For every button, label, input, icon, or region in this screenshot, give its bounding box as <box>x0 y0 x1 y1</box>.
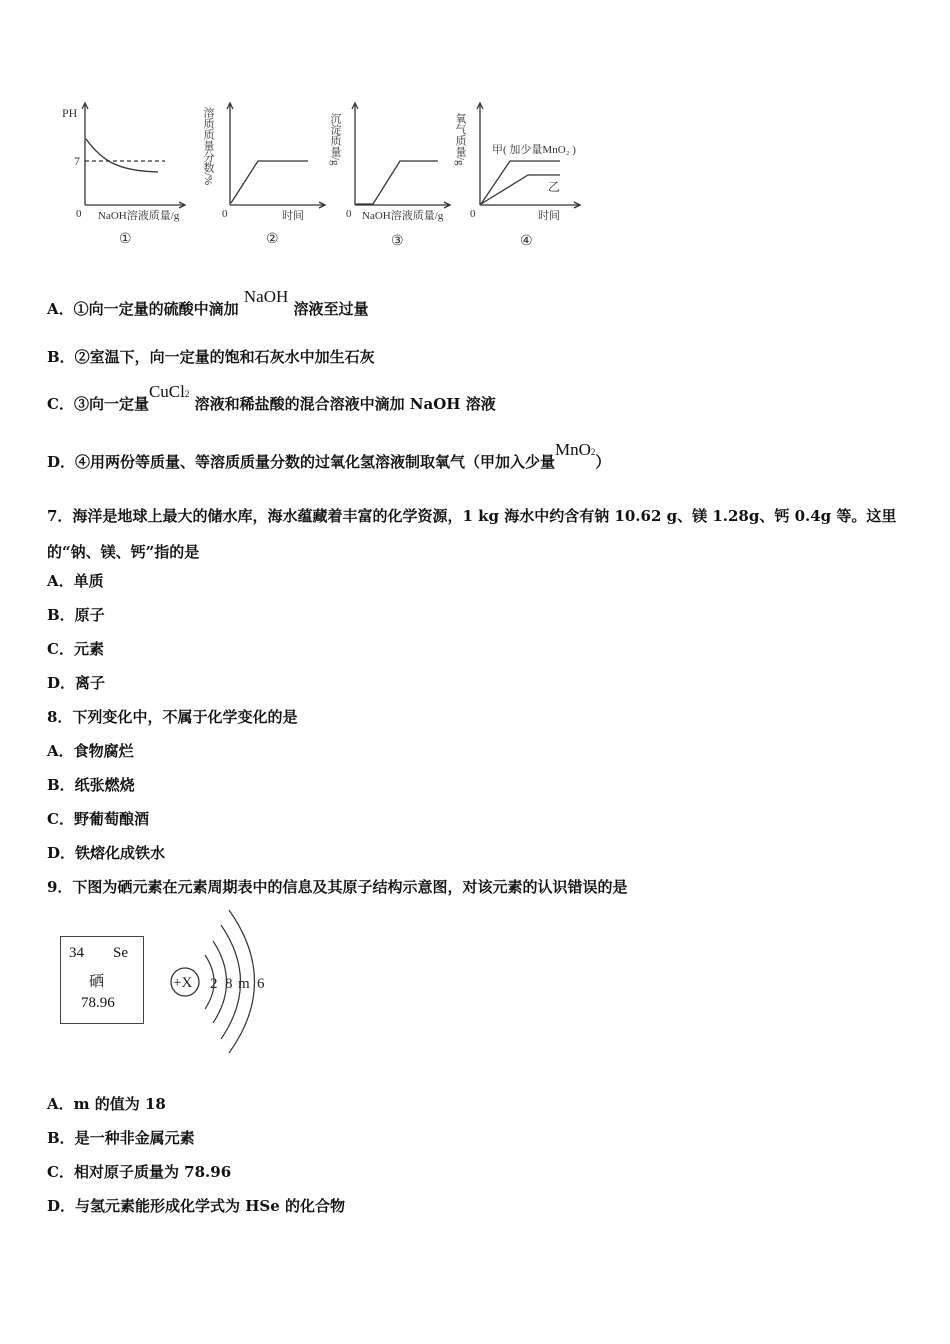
graph-3-origin: 0 <box>346 208 352 220</box>
q8-option-a: A．食物腐烂 <box>47 742 134 760</box>
q6-option-d: D．④用两份等质量、等溶质质量分数的过氧化氢溶液制取氧气（甲加入少量MnO2） <box>47 440 611 471</box>
q8-option-b: B．纸张燃烧 <box>47 776 135 794</box>
q6-option-a: A．①向一定量的硫酸中滴加 NaOH 溶液至过量 <box>47 287 369 318</box>
q7-option-d: D．离子 <box>47 674 106 692</box>
graph-4-xlabel: 时间 <box>538 210 560 222</box>
atom-structure-diagram <box>165 905 275 1055</box>
q9-option-c: C．相对原子质量为 78.96 <box>47 1163 232 1181</box>
q8-option-d: D．铁熔化成铁水 <box>47 844 166 862</box>
shell-2-electrons: 8 <box>225 976 233 992</box>
naoh-formula: NaOH <box>243 287 289 306</box>
graph-3-ylabel: 沉淀质量/g <box>329 113 341 166</box>
graph-1 <box>82 103 185 208</box>
graph-4-number: ④ <box>520 234 533 249</box>
cucl2-formula: CuCl2 <box>148 382 190 401</box>
graph-4-origin: 0 <box>470 208 476 220</box>
shell-1-electrons: 2 <box>210 976 218 992</box>
element-name: 硒 <box>89 972 105 990</box>
atomic-mass: 78.96 <box>81 995 115 1011</box>
shell-3-electrons: m <box>238 976 250 992</box>
q7-option-a: A．单质 <box>47 572 104 590</box>
q6-graphs <box>50 95 610 260</box>
q8-option-c: C．野葡萄酿酒 <box>47 810 149 828</box>
graph-1-ylabel: PH <box>62 106 78 120</box>
graph-3 <box>352 103 450 208</box>
element-symbol: Se <box>113 945 128 961</box>
graph-4-series-b: 乙 <box>548 180 561 194</box>
atomic-number: 34 <box>69 945 84 961</box>
graph-3-xlabel: NaOH溶液质量/g <box>362 210 444 222</box>
graph-2-xlabel: 时间 <box>282 210 304 222</box>
q9-stem: 9．下图为硒元素在元素周期表中的信息及其原子结构示意图，对该元素的认识错误的是 <box>47 878 628 896</box>
q9-option-b: B．是一种非金属元素 <box>47 1129 195 1147</box>
graph-2-origin: 0 <box>222 208 228 220</box>
q6-option-b: B．②室温下，向一定量的饱和石灰水中加生石灰 <box>47 348 375 366</box>
q7-option-c: C．元素 <box>47 640 104 658</box>
q9-option-a: A．m 的值为 18 <box>47 1095 166 1113</box>
graph-2 <box>227 103 325 208</box>
q7-stem: 7．海洋是地球上最大的储水库，海水蕴藏着丰富的化学资源，1 kg 海水中约含有钠 10.62 g、镁 1.28g、钙 0.4g 等。这里的“钠、镁、钙”指的是 <box>47 507 897 561</box>
graph-3-number: ③ <box>391 234 404 249</box>
graph-1-xlabel: NaOH溶液质量/g <box>98 210 180 222</box>
graph-1-origin: 0 <box>76 208 82 220</box>
graph-4-ylabel: 氧气质量/g <box>454 113 466 166</box>
graph-4-series-a: 甲( 加少量MnO₂ ) <box>492 144 576 156</box>
q8-stem: 8．下列变化中，不属于化学变化的是 <box>47 708 298 726</box>
mno2-formula: MnO2 <box>555 440 596 459</box>
q9-option-d: D．与氢元素能形成化学式为 HSe 的化合物 <box>47 1197 346 1215</box>
shell-4-electrons: 6 <box>257 976 265 992</box>
q6-option-c: C．③向一定量CuCl2 溶液和稀盐酸的混合溶液中滴加 NaOH 溶液 <box>47 382 496 413</box>
graph-2-number: ② <box>266 232 279 247</box>
graph-1-ytick: 7 <box>74 154 80 168</box>
nucleus-charge: +X <box>173 975 193 991</box>
graph-1-number: ① <box>119 232 132 247</box>
element-box <box>60 936 144 1024</box>
graph-2-ylabel: 溶质质量分数/% <box>202 107 214 186</box>
q7-option-b: B．原子 <box>47 606 105 624</box>
